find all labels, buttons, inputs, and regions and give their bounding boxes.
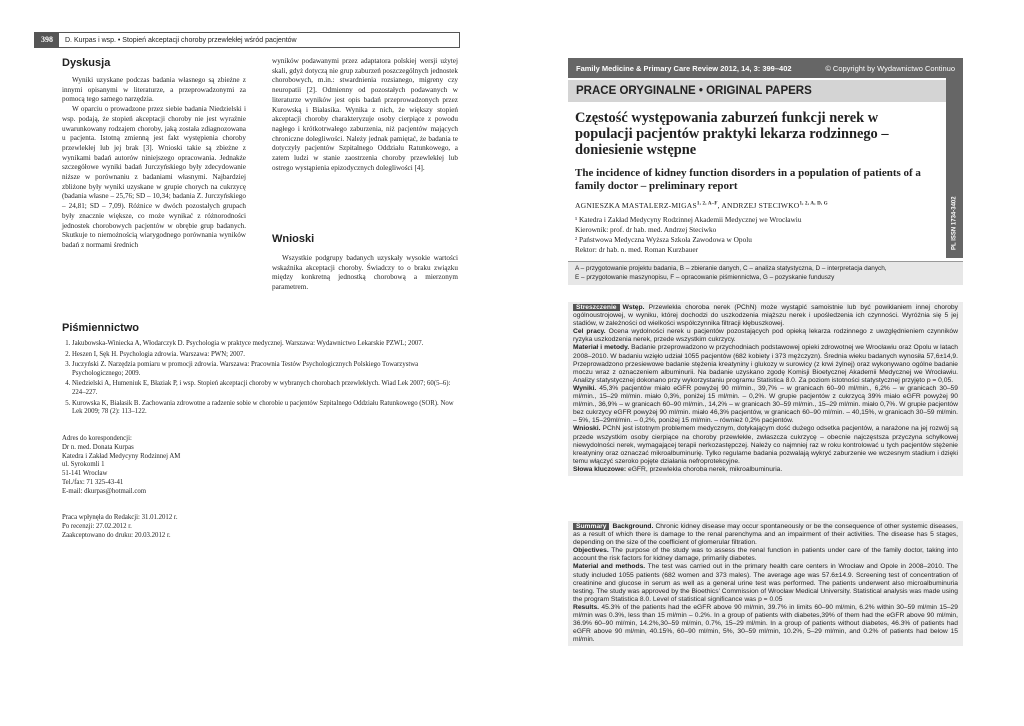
affiliations <box>575 215 935 255</box>
conclusions-paragraph: Wszystkie podgrupy badanych uzyskały wysokie wartości wskaźnika akceptacji choroby. Świadczy to o braku związku między konkretną jednostką chorobową a mierzonym parametrem. <box>272 254 458 292</box>
date-line: Po recenzji: 27.02.2012 r. <box>62 522 132 530</box>
abstract-paragraph <box>573 328 958 344</box>
conclusions-text <box>272 254 458 293</box>
abstract-text: The purpose of the study was to assess the renal function in patients under care of the family doctor, taking into account the risk factors for kidney damage, primarily diabetes. <box>573 547 958 563</box>
discussion-paragraph: wyników podawanymi przez adaptatora polskiej wersji użytej skali, gdyż dotyczą nie grup zaburzeń poszczególnych jednostek chorobowych, m.in.: stwardnienia rozsianego, migreny czy neuropatii [2]. Odmienny od pozostałych podawanych w literaturze wyników jest opis badań przeprowadzonych przez Kurowską i Białasika. Wynika z nich, że większy stopień akceptacji choroby charakteryzuje osoby cierpiące z powodu nagłego i krótkotrwałego zaburzenia, niż pacjentów mających chroniczne dolegliwości. Należy jednak pamiętać, że badania te dotyczyły pacjentów Szpitalnego Oddziału Ratunkowego, a zatem ludzi w stanie zaostrzenia choroby przewlekłej lub ostrego wystąpienia epizodycznych dolegliwości [4]. <box>272 57 458 172</box>
journal-citation: Family Medicine & Primary Care Review 2012, 14, 3: 399–402 <box>576 63 792 73</box>
abstract-tag: Summary <box>573 523 609 530</box>
abstract-text: Chronic kidney disease may occur spontaneously or be the consequence of other systemic diseases, as a result of which there is damage to the renal parenchyma and an impairment of their activities. The disease has 5 stages, depending on the size of the coefficient of glomerular filtration. <box>573 523 958 547</box>
abstract-heading: Material and methods. <box>573 563 646 571</box>
discussion-column-1 <box>62 76 246 251</box>
abstract-heading: Wyniki. <box>573 384 597 392</box>
reference-item: 2. Heszen I, Sęk H. Psychologia zdrowia. Warszawa: PWN; 2007. <box>72 351 458 360</box>
abstract-heading: Wnioski. <box>573 425 601 433</box>
section-title-discussion: Dyskusja <box>62 57 111 69</box>
abstract-paragraph <box>573 425 958 465</box>
author-contributions-box <box>568 261 963 285</box>
author-name: AGNIESZKA MASTALERZ-MIGAS <box>575 201 697 210</box>
affiliation-line: ¹ Katedra i Zakład Medycyny Rodzinnej Akademii Medycznej we Wrocławiu <box>575 215 802 224</box>
correspondence-address <box>62 435 282 497</box>
running-head-text: D. Kurpas i wsp. • Stopień akceptacji choroby przewlekłej wśród pacjentów <box>65 36 297 44</box>
submission-dates <box>62 514 282 540</box>
article-title-polish: Częstość występowania zaburzeń funkcji nerek w populacji pacjentów praktyki lekarza rodzinnego – doniesienie wstępne <box>575 110 889 158</box>
journal-header-bar <box>568 58 963 78</box>
affiliation-line: ² Państwowa Medyczna Wyższa Szkoła Zawodowa w Opolu <box>575 235 752 244</box>
abstract-text: PChN jest istotnym problemem medycznym, dotykającym dość dużego odsetka pacjentów, a narażone na jej rozwój są przede wszystkim osoby cierpiące na choroby przewlekłe, zwłaszcza cukrzycę – obecnie najczęstsza przyczyna schyłkowej niewydolności nerek, wymagającej terapii nerkozastępczej. Należy co najmniej raz w roku kontrolować u tych pacjentów stężenie kreatyniny oraz oznaczać mikroalbuminurię. Tylko regularne badania pozwalają wykryć zaburzenie we wczesnym stadium i dzięki temu włączyć szeroko pojęte działania nefroprotekcyjne. <box>573 425 958 465</box>
abstract-text: Przewlekła choroba nerek (PChN) może wystąpić samoistnie lub być powikłaniem innej choroby ogólnoustrojowej, w wyniku, której dochodzi do uszkodzenia miąższu nerek i upośledzenia ich czynności. Wyróżnia się 5 jej stadiów, w zależności od wielkości współczynnika filtracji kłębuszkowej. <box>573 304 958 328</box>
abstract-paragraph <box>573 523 958 547</box>
abstract-paragraph <box>573 344 958 384</box>
author-name: , ANDRZEJ STECIWKO <box>717 201 800 210</box>
contribution-line: E – przygotowanie maszynopisu, F – opracowanie piśmiennictwa, G – pozyskanie funduszy <box>575 273 835 281</box>
abstract-paragraph <box>573 304 958 328</box>
abstract-paragraph <box>573 385 958 425</box>
author-affiliation-marks: 1, 2, A, D, G <box>799 201 828 207</box>
address-line: Adres do korespondencji: <box>62 435 132 442</box>
abstract-text: Ocena wydolności nerek u pacjentów pozostających pod opieką lekarza rodzinnego z uwzględnieniem czynników ryzyka uszkodzenia nerek, przede wszystkim cukrzycy. <box>573 328 958 344</box>
reference-list <box>58 340 458 419</box>
abstract-paragraph <box>573 563 958 603</box>
author-list <box>575 201 935 210</box>
abstract-heading: Results. <box>573 603 600 611</box>
article-title-english: The incidence of kidney function disorders in a population of patients of a family doctor – preliminary report <box>575 167 921 192</box>
discussion-column-2 <box>272 57 458 173</box>
copyright-notice: © Copyright by Wydawnictwo Continuo <box>825 63 955 73</box>
contribution-line: A – przygotowanie projektu badania, B – zbieranie danych, C – analiza statystyczna, D – interpretacja danych, <box>575 265 887 272</box>
discussion-paragraph: Wyniki uzyskane podczas badania własnego są zbieżne z innymi opisanymi w literaturze, a przeprowadzonymi za pomocą tego samego narzędzia. <box>62 76 246 104</box>
abstract-text: Badanie przeprowadzono w przychodniach podstawowej opieki zdrowotnej we Wrocławiu oraz Opolu w latach 2008–2010. W badaniu wzięło udział 1055 pacjentów (682 kobiety i 373 mężczyzn). Średnia wieku badanych wynosiła 57,6±14,9. Przeprowadzono przesiewowe badanie stężenia kreatyniny i glukozy w surowicy (z krwi żylnej) oraz wykonywano ogólne badanie moczu wraz z oznaczeniem albuminurii. Na badanie uzyskano zgodę Komisji Bioetycznej Akademii Medycznej we Wrocławiu. Analizy statystycznej dokonano przy wykorzystaniu programu Statistica 8.0. Za poziom istotności statystycznej przyjęto p = 0,05. <box>573 344 958 384</box>
abstract-paragraph <box>573 604 958 644</box>
abstract-text: 45,3% pacjentów miało eGFR powyżej 90 ml/min., 39,7% – w granicach 60–90 ml/min., 6,2% – w granicach 30–59 ml/min., 15–29 ml/min. miało 0,3%, poniżej 15 ml/min. – 0,2%. W grupie pacjentów z cukrzycą 39% miało eGFR powyżej 90 ml/min., 36,9% – w granicach 60–90 ml/min., 14,2% – w granicach 30–59 ml/min., 15–29 ml/min. miało 0,7%. W grupie pacjentów bez cukrzycy eGFR powyżej 90 ml/min. miało 46,3% pacjentów, w granicach 60–90 ml/min. – 40,15%, w granicach 30–59 ml/min. – 5%, 15–29ml/min. – 0,2%, poniżej 15 ml/min. – również 0,2% pacjentów. <box>573 384 958 425</box>
address-line: E-mail: dkurpas@hotmail.com <box>62 487 147 495</box>
date-line: Praca wpłynęła do Redakcji: 31.01.2012 r. <box>62 514 178 521</box>
address-line: 51-141 Wrocław <box>62 470 108 478</box>
running-head <box>34 32 460 48</box>
author-affiliation-marks: 1, 2, A–F <box>696 201 718 207</box>
discussion-paragraph: W oparciu o prowadzone przez siebie badania Niedzielski i wsp. podają, że stopień akceptacji choroby nie jest wyraźnie uwarunkowany rodzajem choroby, jaką została zdiagnozowana u pacjenta. Istotną zmienną jest fakt występienia choroby przewlekłej lub jej brak [3]. Wnioski takie są zbieżne z wynikami badań autorów niniejszego opracowania. Jednakże szczegółowe wyniki badań Jurczyńskiego były zdecydowanie niższe w porównaniu z badaniami własnymi. Najbardziej zbliżone były wyniki uzyskane w grupie chorych na cukrzycę (badania własne – 25,76; SD – 10,34; badania Z. Jurczyńskiego – 24,81; SD – 7,09). Różnice w dwóch pozostałych grupach były znacznie większe, co może wynikać z różnorodności jednostek chorobowych pacjentów w obrębie grup badanych. Skutkuje to niemożnością wiarygodnego porównania wyników badań z normami średnich <box>62 105 246 249</box>
affiliation-line: Kierownik: prof. dr hab. med. Andrzej Steciwko <box>575 225 717 234</box>
abstract-polish <box>568 302 963 476</box>
abstract-paragraph <box>573 466 958 474</box>
abstract-heading: Wstęp. <box>622 304 645 311</box>
abstract-paragraph <box>573 547 958 563</box>
abstract-heading: Objectives. <box>573 547 609 555</box>
abstract-tag: Streszczenie <box>573 304 620 311</box>
abstract-heading: Cel pracy. <box>573 328 606 336</box>
paper-type-banner: PRACE ORYGINALNE • ORIGINAL PAPERS <box>568 80 946 102</box>
abstract-text: eGFR, przewlekła choroba nerek, mikroalbuminuria. <box>626 465 783 473</box>
issn-side-bar <box>946 78 963 258</box>
section-title-references: Piśmiennictwo <box>62 322 140 334</box>
section-title-conclusions: Wnioski <box>272 233 315 245</box>
address-line: ul. Syrokomli 1 <box>62 461 105 469</box>
reference-item: 5. Kurowska K, Białasik B. Zachowania zdrowotne a radzenie sobie w chorobie u pacjentów Szpitalnego Oddziału Ratunkowego (SOR). Now Lek 2009; 78 (2): 113–122. <box>72 400 458 417</box>
abstract-heading: Background. <box>612 523 654 530</box>
page-number: 398 <box>35 33 59 47</box>
address-line: Dr n. med. Donata Kurpas <box>62 443 134 451</box>
issn-text: PL ISSN 1734-3402 <box>951 196 958 250</box>
address-line: Katedra i Zakład Medycyny Rodzinnej AM <box>62 452 181 460</box>
address-line: Tel./fax: 71 325-43-41 <box>62 478 124 486</box>
affiliation-line: Rektor: dr hab. n. med. Roman Kurzbauer <box>575 245 698 254</box>
abstract-english <box>568 521 963 646</box>
reference-item: 4. Niedzielski A, Humeniuk E, Błaziak P, i wsp. Stopień akceptacji choroby w wybranych chorobach przewlekłych. Wiad Lek 2007; 60(5–6): 224–227. <box>72 380 458 397</box>
date-line: Zaakceptowano do druku: 20.03.2012 r. <box>62 531 171 539</box>
abstract-text: 45.3% of the patients had the eGFR above 90 ml/min, 39.7% in limits 60–90 ml/min, 6.2% within 30–59 ml/min 15–29 ml/min was 0.3%, less than 15 ml/min – 0.2%. In a group of patients with diabetes,39% of them had the eGFR above 90 ml/min, 36.9% 60–90 ml/min, 14.2%,30–59 ml/min, 0.7%, 15–29 ml/min. In a group of patients without diabetes, 46.3% of patients had eGFR above 90 ml/min, 40.15%, 60–90 ml/min, 5%, 30–59 ml/min, 10.2%, 5–29 ml/min, and 0.2% of patients had below 15 ml/min. <box>573 603 958 644</box>
reference-item: 3. Juczyński Z. Narzędzia pomiaru w promocji zdrowia. Warszawa: Pracownia Testów Psychologicznych Polskiego Towarzystwa Psychologicznego; 2009. <box>72 361 458 378</box>
abstract-heading: Słowa kluczowe: <box>573 465 627 473</box>
abstract-text: The test was carried out in the primary health care centers in Wrocław and Opole in 2008–2010. The study included 1055 patients (682 women and 373 males). The average age was 57.6±14.9. Screening test of concentration of creatinine and glucose in serum as well as a general urine test was performed. The patients underwent also microalbuminuria testing. The study was approved by the Bioethics' Commission of Wrocław Medical University. Statistical analysis was made using the program Statistica 8.0. Level of statistical significance was p = 0.05 <box>573 563 958 603</box>
reference-item: 1. Jakubowska-Winiecka A, Włodarczyk D. Psychologia w praktyce medycznej. Warszawa: Wydawnictwo Lekarskie PZWL; 2007. <box>72 340 458 349</box>
abstract-heading: Materiał i metody. <box>573 344 630 352</box>
